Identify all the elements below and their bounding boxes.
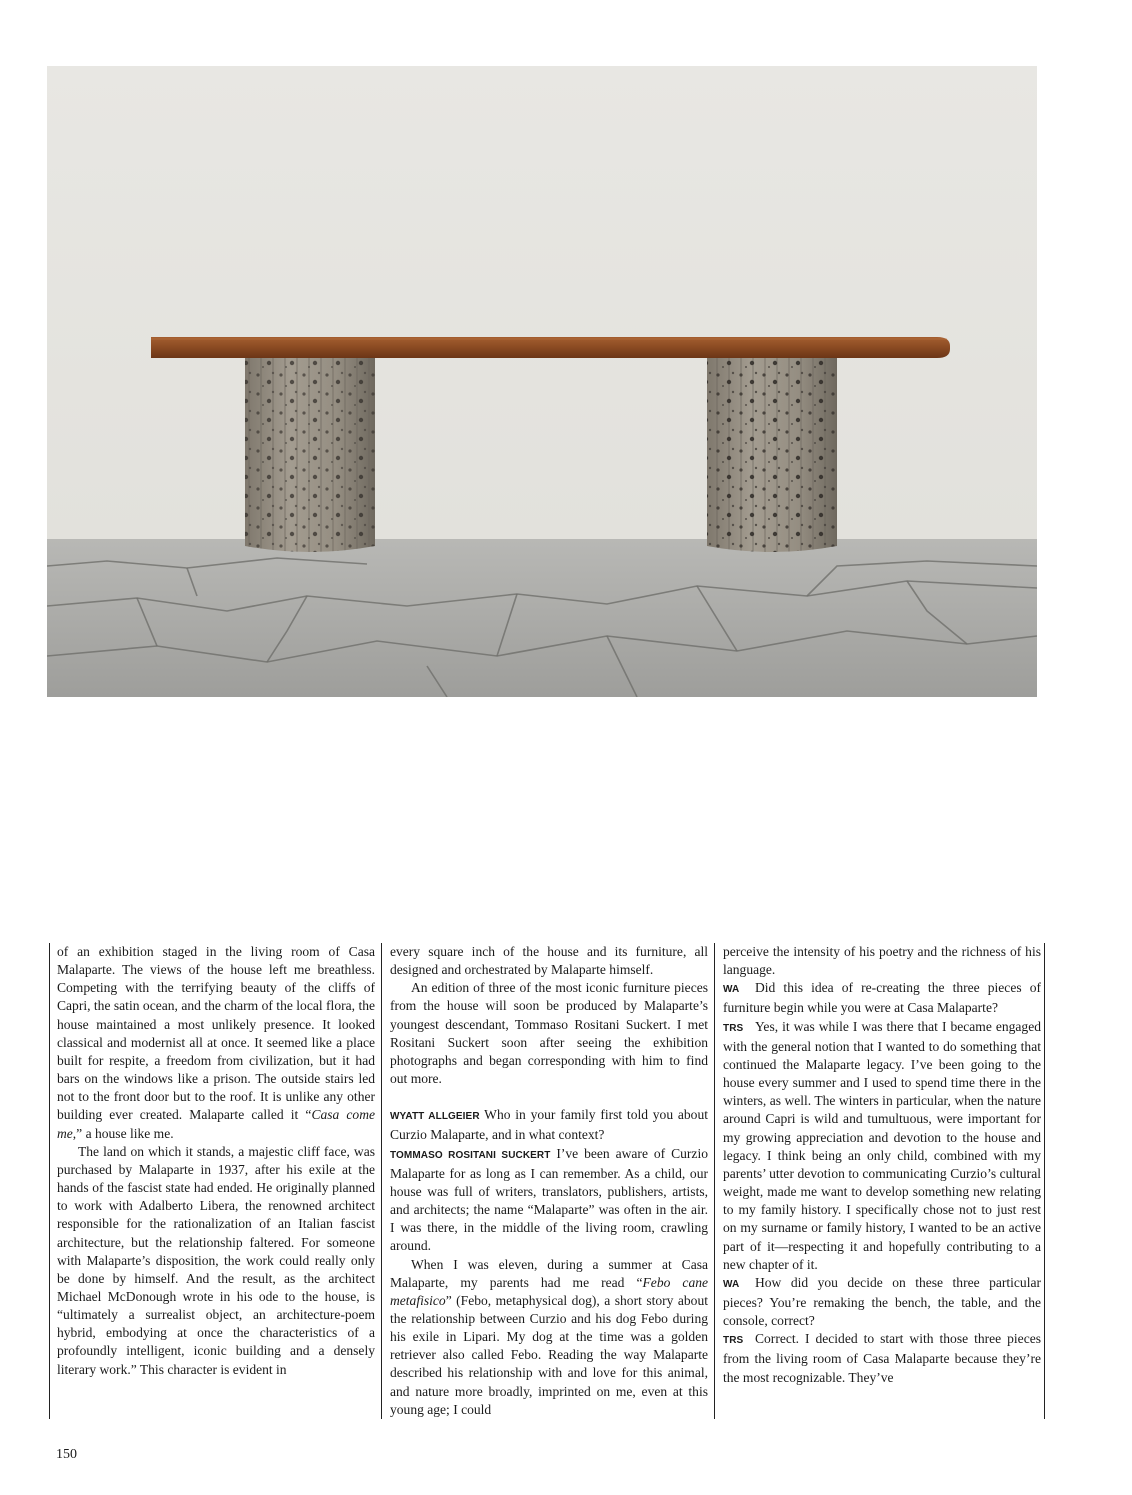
paragraph	[57, 943, 375, 1143]
speaker-label: WYATT ALLGEIER	[390, 1111, 480, 1123]
page-number: 150	[56, 1447, 77, 1462]
bench-leg-right	[707, 356, 837, 552]
paragraph	[390, 1256, 708, 1419]
paragraph-text: ,” a house like me.	[72, 1125, 174, 1141]
qa-question	[390, 1106, 708, 1144]
italic-text: Febo cane metafisico	[390, 1274, 708, 1308]
article-column-3	[723, 943, 1041, 1387]
paragraph: An edition of three of the most iconic furniture pieces from the house will soon be produced by Malaparte’s youngest descendant, Tommaso Rositani Suckert. I met Rositani Suckert soon after seeing the exhibition photographs and began corresponding with him to find out more.	[390, 980, 708, 1087]
qa-answer	[723, 1018, 1041, 1274]
speaker-label: WA	[723, 984, 740, 996]
paragraph-text: of an exhibition staged in the living room of Casa Malaparte. The views of the house left me breathless. Competing with the terrifying beauty of the cliffs of Capri, the satin ocean, and the charm of the local flora, the house maintained a most unlikely presence. It looked classical and modernist all at once. It seemed like a place built for respite, a freedom from civilization, but it had bars on the windows like a prison. The outside stairs led not to the front door but to the roof. It is unlike any other building ever created. Malaparte called it “	[57, 944, 375, 1123]
paragraph-text: Who in your family first told you about Curzio Malaparte, and in what context?	[390, 1107, 708, 1143]
bench-leg-left	[245, 356, 375, 552]
paragraph-text: How did you decide on these three particular pieces? You’re remaking the bench, the table, and the console, correct?	[723, 1274, 1041, 1329]
speaker-label: TOMMASO ROSITANI SUCKERT	[390, 1149, 551, 1161]
qa-answer	[390, 1145, 708, 1256]
speaker-label: TRS	[723, 1022, 744, 1034]
paragraph-text: Did this idea of re-creating the three pieces of furniture begin while you were at Casa Malaparte?	[723, 980, 1041, 1016]
speaker-label: TRS	[723, 1335, 744, 1347]
article-column-2	[390, 943, 708, 1419]
article-column-1	[57, 943, 375, 1379]
paragraph: perceive the intensity of his poetry and the richness of his language.	[723, 944, 1041, 978]
paragraph-text: Correct. I decided to start with those three pieces from the living room of Casa Malaparte because they’re the most recognizable. They’ve	[723, 1331, 1041, 1385]
column-rule	[714, 943, 715, 1419]
qa-question	[723, 1274, 1041, 1330]
speaker-label: WA	[723, 1278, 740, 1290]
paragraph: every square inch of the house and its furniture, all designed and orchestrated by Malaparte himself.	[390, 944, 708, 978]
paragraph-text: Yes, it was while I was there that I became engaged with the general notion that I wanted to do something that continued the Malaparte legacy. I’ve been going to the house every summer and I used to spend time there in the winters, as well. The winters in particular, when the nature around Capri is wild and tumultuous, were important for my growing appreciation and devotion to the house and legacy. I think being an only child, combined with my parents’ utter devotion to communicating Curzio’s cultural weight, made me want to develop something new relating to my family history. I specifically chose not to just rest on my surname or family history, I wanted to be an active part of it—respecting it and hopefully contributing to a new chapter of it.	[723, 1018, 1041, 1272]
column-rule	[1044, 943, 1045, 1419]
paragraph: The land on which it stands, a majestic cliff face, was purchased by Malaparte in 1937, after his exile at the hands of the fascist state had ended. He originally planned to work with Adalberto Libera, the renowned architect responsible for the rationalization of an Italian fascist architecture, but the relationship faltered. For someone with Malaparte’s disposition, the work could really only be done by himself. And the result, as the architect Michael McDonough wrote in his ode to the house, is “ultimately a surrealist object, an architecture-poem hybrid, embodying at once the characteristics of a profoundly intelligent, iconic building and a densely literary work.” This character is evident in	[57, 1143, 375, 1377]
bench-photo-illustration	[47, 66, 1037, 697]
paragraph-text: ” (Febo, metaphysical dog), a short story about the relationship between Curzio and his dog Febo during his exile in Lipari. My dog at the time was a golden retriever also called Febo. Reading the way Malaparte described his relationship with and love for this animal, and nature more broadly, imprinted on me, even at this young age; I could	[390, 1292, 708, 1417]
bench-photo	[47, 66, 1037, 697]
paragraph-text: When I was eleven, during a summer at Casa Malaparte, my parents had me read “	[390, 1256, 708, 1290]
italic-text: Casa come me	[57, 1107, 375, 1141]
column-rule	[381, 943, 382, 1419]
qa-answer	[723, 1330, 1041, 1386]
paragraph-text: I’ve been aware of Curzio Malaparte for as long as I can remember. As a child, our house was full of writers, translators, publishers, artists, and architects; the name “Malaparte” was often in the air. I was there, in the middle of the living room, crawling around.	[390, 1145, 708, 1254]
column-rule	[49, 943, 50, 1419]
qa-question	[723, 979, 1041, 1017]
